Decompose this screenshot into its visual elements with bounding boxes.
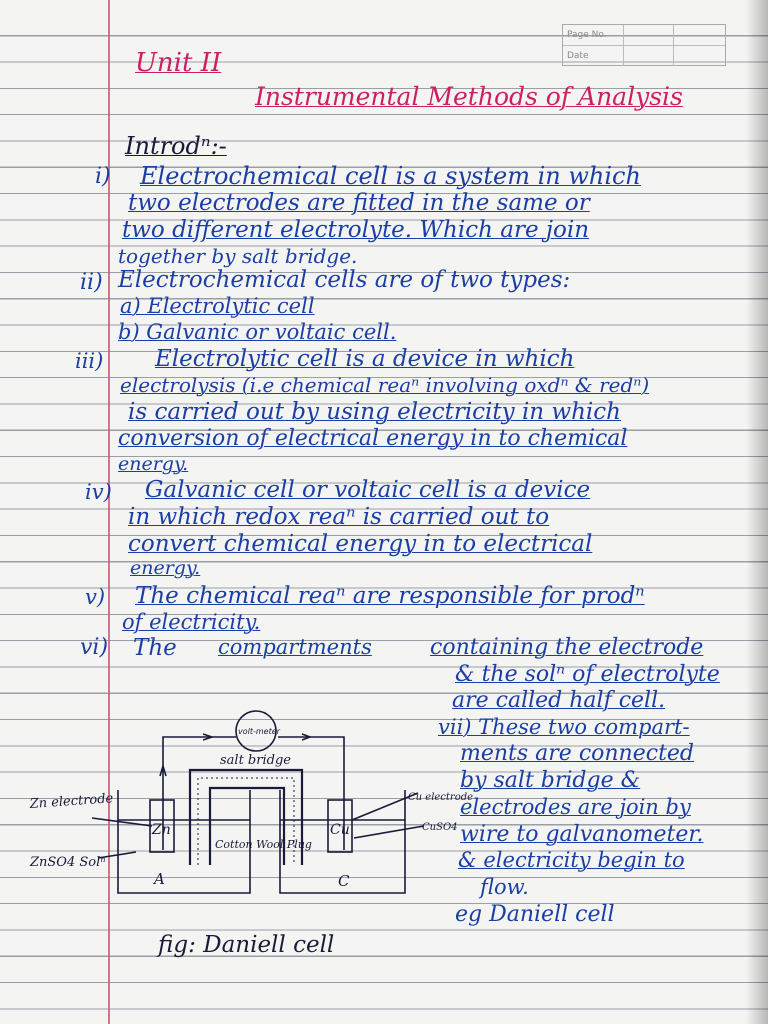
point-iii-line3: is carried out by using electricity in which [128,399,621,425]
point-vii-line4: electrodes are join by [460,795,691,819]
point-vi-number: vi) [80,635,109,660]
zn-electrode-label: Zn electrode [29,791,114,812]
point-iv-number: iv) [85,480,112,504]
cuso4-label: CuSO4 [422,822,458,833]
point-iv-line1: Galvanic cell or voltaic cell is a device [145,477,591,503]
znso4-label: ZnSO4 Solⁿ [30,855,106,870]
point-i-number: i) [95,164,111,189]
point-vi-line1c: containing the electrode [430,635,704,660]
point-ii-a: a) Electrolytic cell [120,294,315,318]
example-text: eg Daniell cell [455,902,615,927]
point-iii-line5: energy. [118,453,189,475]
point-vii-line6: & electricity begin to [458,848,685,872]
point-vi-line2: & the solⁿ of electrolyte [455,662,720,687]
point-i-line3: two different electrolyte. Which are join [122,217,590,243]
date-label: Date [567,51,589,61]
point-iii-line2: electrolysis (i.e chemical reaⁿ involving oxdⁿ & redⁿ) [120,373,650,397]
point-iv-line3: convert chemical energy in to electrical [128,531,593,557]
intro-heading: Introdⁿ:- [125,132,227,160]
cotton-wool-label: Cotton Wool Plug [215,838,312,851]
point-v-line2: of electricity. [122,610,261,634]
point-v-line1: The chemical reaⁿ are responsible for prodⁿ [135,583,645,609]
point-vi-line3: are called half cell. [452,688,666,713]
beaker-a-label: A [154,870,165,888]
cu-electrode-label: Cu electrode [408,792,474,803]
point-ii-number: ii) [80,270,103,295]
point-vi-line1b: compartments [218,635,372,659]
point-iii-number: iii) [75,349,104,373]
point-i-line1: Electrochemical cell is a system in which [140,162,641,190]
point-iv-line4: energy. [130,557,201,579]
voltmeter-label: volt-meter [238,727,280,736]
point-vii-line5: wire to galvanometer. [460,822,704,847]
point-iv-line2: in which redox reaⁿ is carried out to [128,504,550,530]
beaker-c-label: C [338,872,350,890]
salt-bridge-label: salt bridge [220,753,291,768]
point-iii-line1: Electrolytic cell is a device in which [155,346,575,372]
cu-label: Cu [330,822,350,838]
point-ii-line1: Electrochemical cells are of two types: [118,267,571,293]
point-vii-line7: flow. [480,875,529,899]
point-vi-line1a: The [133,635,177,661]
point-vii-line2: ments are connected [460,741,695,766]
point-i-line4: together by salt bridge. [118,244,358,268]
page-no-label: Page No. [567,30,607,40]
point-vii-line1: vii) These two compart- [438,715,690,739]
zn-label: Zn [152,822,171,838]
point-vii-line3: by salt bridge & [460,768,641,793]
point-v-number: v) [85,585,106,609]
point-iii-line4: conversion of electrical energy in to chemical [118,426,628,451]
point-ii-b: b) Galvanic or voltaic cell. [118,320,397,344]
point-i-line2: two electrodes are fitted in the same or [128,190,590,216]
unit-heading: Unit II [135,48,222,78]
page-title: Instrumental Methods of Analysis [255,82,683,111]
figure-caption: fig: Daniell cell [158,932,335,958]
